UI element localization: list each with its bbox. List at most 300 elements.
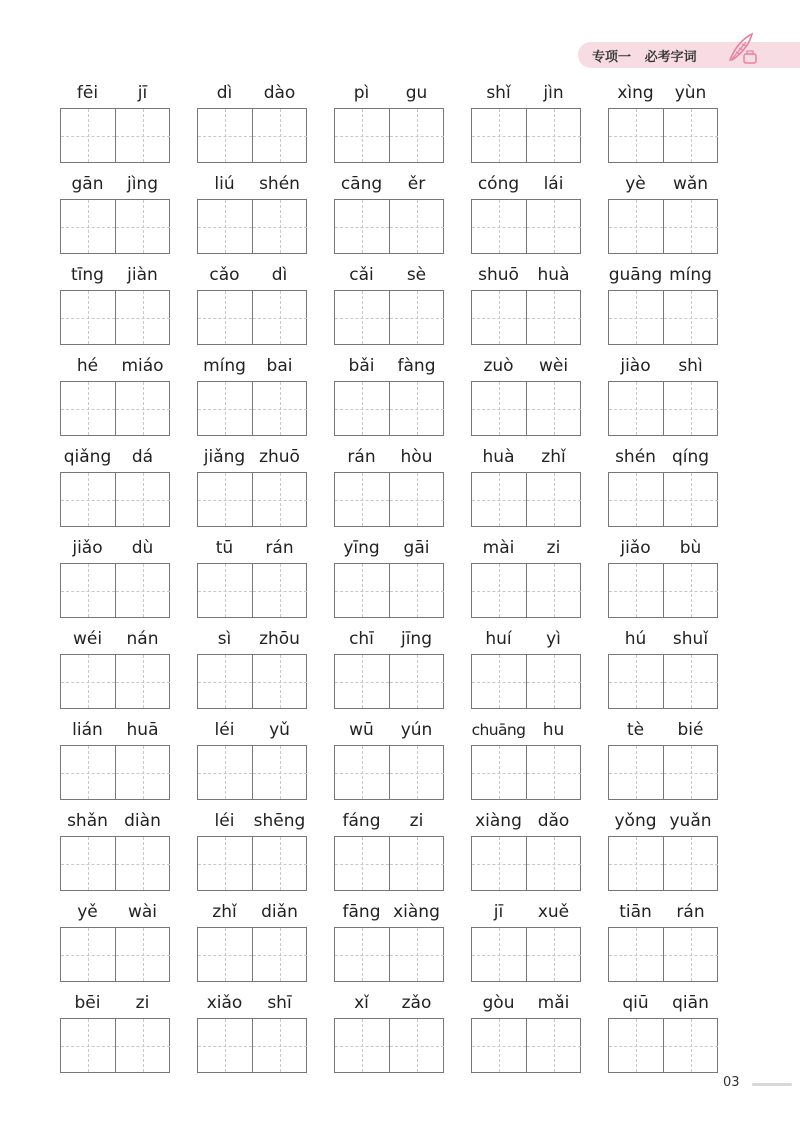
word-item xyxy=(197,717,307,808)
guide-line-horizontal xyxy=(198,864,252,865)
character-cell[interactable] xyxy=(472,928,527,981)
character-cell[interactable] xyxy=(61,928,116,981)
writing-box xyxy=(334,1018,444,1073)
guide-line-horizontal xyxy=(253,773,307,774)
writing-box xyxy=(608,654,718,709)
word-item xyxy=(334,626,444,717)
word-row xyxy=(60,262,730,353)
writing-box xyxy=(471,836,581,891)
writing-box xyxy=(60,472,170,527)
character-cell[interactable] xyxy=(116,382,170,435)
word-item xyxy=(608,899,718,990)
character-cell[interactable] xyxy=(527,928,581,981)
writing-box xyxy=(60,745,170,800)
guide-line-horizontal xyxy=(527,500,581,501)
character-cell[interactable] xyxy=(253,928,307,981)
guide-line-horizontal xyxy=(472,591,526,592)
guide-line-horizontal xyxy=(253,955,307,956)
word-item xyxy=(608,262,718,353)
character-cell[interactable] xyxy=(198,928,253,981)
guide-line-horizontal xyxy=(198,318,252,319)
word-item xyxy=(60,535,170,626)
pinyin-label: yuǎn xyxy=(669,811,712,831)
guide-line-horizontal xyxy=(609,864,663,865)
character-cell[interactable] xyxy=(116,928,170,981)
writing-box xyxy=(197,472,307,527)
guide-line-horizontal xyxy=(527,318,581,319)
guide-line-horizontal xyxy=(61,136,115,137)
writing-box xyxy=(608,108,718,163)
character-cell[interactable] xyxy=(116,109,170,162)
pinyin-label: shī xyxy=(267,993,292,1013)
character-cell[interactable] xyxy=(253,109,307,162)
character-cell[interactable] xyxy=(335,473,390,526)
pinyin-label: jiǎng xyxy=(203,447,246,467)
character-cell[interactable] xyxy=(664,655,718,708)
pinyin-label: dù xyxy=(131,538,154,558)
guide-line-horizontal xyxy=(61,864,115,865)
guide-line-horizontal xyxy=(335,864,389,865)
pinyin-label: hú xyxy=(624,629,647,649)
guide-line-horizontal xyxy=(527,227,581,228)
word-item xyxy=(60,80,170,171)
pinyin-label: jiàn xyxy=(127,265,158,285)
guide-line-horizontal xyxy=(253,1046,307,1047)
word-item xyxy=(197,626,307,717)
word-item xyxy=(60,899,170,990)
character-cell[interactable] xyxy=(61,109,116,162)
guide-line-horizontal xyxy=(335,955,389,956)
guide-line-horizontal xyxy=(472,1046,526,1047)
character-cell[interactable] xyxy=(253,655,307,708)
pinyin-label: bai xyxy=(266,356,293,376)
character-cell[interactable] xyxy=(527,1019,581,1072)
pinyin-label: xǐ xyxy=(354,993,369,1013)
guide-line-horizontal xyxy=(253,682,307,683)
word-item xyxy=(197,899,307,990)
word-item xyxy=(197,353,307,444)
writing-box xyxy=(608,1018,718,1073)
writing-box xyxy=(60,654,170,709)
character-cell[interactable] xyxy=(527,473,581,526)
pinyin-label: jìn xyxy=(543,83,564,103)
guide-line-horizontal xyxy=(609,682,663,683)
character-cell[interactable] xyxy=(198,746,253,799)
pinyin-label: huā xyxy=(126,720,159,740)
guide-line-horizontal xyxy=(472,864,526,865)
character-cell[interactable] xyxy=(335,1019,390,1072)
guide-line-horizontal xyxy=(198,136,252,137)
character-cell[interactable] xyxy=(609,655,664,708)
guide-line-horizontal xyxy=(116,1046,170,1047)
character-cell[interactable] xyxy=(527,291,581,344)
character-cell[interactable] xyxy=(390,200,444,253)
writing-box xyxy=(471,927,581,982)
guide-line-horizontal xyxy=(61,318,115,319)
character-cell[interactable] xyxy=(472,564,527,617)
character-cell[interactable] xyxy=(664,109,718,162)
pinyin-label: nán xyxy=(126,629,159,649)
pinyin-label: zi xyxy=(409,811,424,831)
character-cell[interactable] xyxy=(198,655,253,708)
character-cell[interactable] xyxy=(253,291,307,344)
character-cell[interactable] xyxy=(527,382,581,435)
pinyin-label: jìng xyxy=(126,174,158,194)
character-cell[interactable] xyxy=(390,382,444,435)
character-cell[interactable] xyxy=(61,837,116,890)
character-cell[interactable] xyxy=(335,200,390,253)
writing-box xyxy=(197,654,307,709)
character-cell[interactable] xyxy=(335,109,390,162)
character-cell[interactable] xyxy=(390,746,444,799)
guide-line-horizontal xyxy=(664,1046,718,1047)
guide-line-horizontal xyxy=(61,409,115,410)
writing-box xyxy=(608,199,718,254)
guide-line-horizontal xyxy=(61,1046,115,1047)
character-cell[interactable] xyxy=(390,564,444,617)
guide-line-horizontal xyxy=(609,955,663,956)
guide-line-horizontal xyxy=(116,318,170,319)
guide-line-horizontal xyxy=(253,591,307,592)
guide-line-horizontal xyxy=(198,682,252,683)
pinyin-label: míng xyxy=(669,265,712,285)
character-cell[interactable] xyxy=(527,655,581,708)
character-cell[interactable] xyxy=(527,564,581,617)
character-cell[interactable] xyxy=(116,200,170,253)
pinyin-label: zhǐ xyxy=(541,447,566,467)
pinyin-label: shì xyxy=(678,356,703,376)
pinyin-label: dào xyxy=(263,83,296,103)
character-cell[interactable] xyxy=(527,200,581,253)
character-cell[interactable] xyxy=(61,655,116,708)
pinyin-label: hu xyxy=(542,720,565,740)
character-cell[interactable] xyxy=(390,837,444,890)
character-cell[interactable] xyxy=(116,837,170,890)
pinyin-label: wū xyxy=(349,720,374,740)
character-cell[interactable] xyxy=(116,746,170,799)
character-cell[interactable] xyxy=(335,655,390,708)
guide-line-horizontal xyxy=(61,773,115,774)
character-cell[interactable] xyxy=(253,837,307,890)
character-cell[interactable] xyxy=(198,109,253,162)
guide-line-horizontal xyxy=(472,227,526,228)
pinyin-label: jiǎo xyxy=(72,538,103,558)
character-cell[interactable] xyxy=(335,382,390,435)
writing-box xyxy=(608,381,718,436)
character-cell[interactable] xyxy=(609,928,664,981)
pinyin-label: bēi xyxy=(74,993,101,1013)
pinyin-label: qiū xyxy=(622,993,649,1013)
guide-line-horizontal xyxy=(390,500,444,501)
word-item xyxy=(608,80,718,171)
guide-line-horizontal xyxy=(664,227,718,228)
writing-box xyxy=(608,745,718,800)
guide-line-horizontal xyxy=(472,955,526,956)
guide-line-horizontal xyxy=(390,409,444,410)
guide-line-horizontal xyxy=(335,773,389,774)
guide-line-horizontal xyxy=(609,773,663,774)
pinyin-label: dì xyxy=(271,265,288,285)
pinyin-label: zhǐ xyxy=(212,902,237,922)
pinyin-label: wèi xyxy=(538,356,569,376)
character-cell[interactable] xyxy=(116,473,170,526)
character-cell[interactable] xyxy=(335,837,390,890)
pinyin-label: shuō xyxy=(478,265,519,285)
character-cell[interactable] xyxy=(472,109,527,162)
word-row xyxy=(60,80,730,171)
guide-line-horizontal xyxy=(527,682,581,683)
page-number: 03 xyxy=(723,1075,740,1090)
pinyin-label: hé xyxy=(76,356,99,376)
writing-box xyxy=(197,199,307,254)
writing-box xyxy=(60,836,170,891)
character-cell[interactable] xyxy=(609,200,664,253)
character-cell[interactable] xyxy=(472,291,527,344)
character-cell[interactable] xyxy=(664,746,718,799)
character-cell[interactable] xyxy=(664,928,718,981)
writing-box xyxy=(608,472,718,527)
page-header xyxy=(592,46,697,65)
pinyin-label: lián xyxy=(72,720,103,740)
character-cell[interactable] xyxy=(664,200,718,253)
character-cell[interactable] xyxy=(609,109,664,162)
word-item xyxy=(471,626,581,717)
character-cell[interactable] xyxy=(116,291,170,344)
character-cell[interactable] xyxy=(472,200,527,253)
pinyin-label: sè xyxy=(406,265,427,285)
character-cell[interactable] xyxy=(390,655,444,708)
guide-line-horizontal xyxy=(335,227,389,228)
pinyin-label: jī xyxy=(493,902,504,922)
character-cell[interactable] xyxy=(664,1019,718,1072)
writing-box xyxy=(60,927,170,982)
character-cell[interactable] xyxy=(253,473,307,526)
character-cell[interactable] xyxy=(253,746,307,799)
pinyin-label: rán xyxy=(347,447,376,467)
guide-line-horizontal xyxy=(609,227,663,228)
word-item xyxy=(197,171,307,262)
pinyin-label: chuāng xyxy=(471,721,526,739)
writing-box xyxy=(197,108,307,163)
character-cell[interactable] xyxy=(472,1019,527,1072)
pinyin-label: gu xyxy=(405,83,428,103)
guide-line-horizontal xyxy=(253,409,307,410)
pinyin-label: jiào xyxy=(620,356,651,376)
guide-line-horizontal xyxy=(198,1046,252,1047)
word-item xyxy=(334,444,444,535)
character-cell[interactable] xyxy=(664,473,718,526)
pinyin-label: fàng xyxy=(397,356,436,376)
pinyin-label: zhuō xyxy=(259,447,300,467)
character-cell[interactable] xyxy=(390,109,444,162)
character-cell[interactable] xyxy=(527,837,581,890)
character-cell[interactable] xyxy=(61,382,116,435)
guide-line-horizontal xyxy=(390,227,444,228)
character-cell[interactable] xyxy=(61,473,116,526)
writing-box xyxy=(608,290,718,345)
pinyin-label: yīng xyxy=(343,538,380,558)
word-item xyxy=(471,899,581,990)
character-cell[interactable] xyxy=(198,200,253,253)
guide-line-horizontal xyxy=(116,773,170,774)
character-cell[interactable] xyxy=(472,837,527,890)
character-cell[interactable] xyxy=(335,291,390,344)
pinyin-label: shuǐ xyxy=(672,629,709,649)
character-cell[interactable] xyxy=(664,564,718,617)
section-label: 专项一 xyxy=(592,50,632,65)
pinyin-label: wǎn xyxy=(672,174,709,194)
pinyin-label: yǒng xyxy=(614,811,657,831)
character-cell[interactable] xyxy=(664,291,718,344)
pinyin-label: pì xyxy=(353,83,370,103)
writing-box xyxy=(197,927,307,982)
character-cell[interactable] xyxy=(253,382,307,435)
word-item xyxy=(471,444,581,535)
word-item xyxy=(334,80,444,171)
guide-line-horizontal xyxy=(664,955,718,956)
guide-line-horizontal xyxy=(253,500,307,501)
character-cell[interactable] xyxy=(116,1019,170,1072)
word-item xyxy=(334,353,444,444)
character-cell[interactable] xyxy=(664,382,718,435)
character-cell[interactable] xyxy=(253,200,307,253)
character-cell[interactable] xyxy=(390,1019,444,1072)
pinyin-label: yě xyxy=(77,902,98,922)
word-item xyxy=(471,990,581,1081)
character-cell[interactable] xyxy=(61,291,116,344)
pinyin-label: xiàng xyxy=(475,811,522,831)
character-cell[interactable] xyxy=(390,291,444,344)
word-item xyxy=(60,808,170,899)
guide-line-horizontal xyxy=(527,409,581,410)
word-item xyxy=(60,444,170,535)
pinyin-label: cǎi xyxy=(349,265,374,285)
character-cell[interactable] xyxy=(472,655,527,708)
word-row xyxy=(60,808,730,899)
character-cell[interactable] xyxy=(527,746,581,799)
guide-line-horizontal xyxy=(390,318,444,319)
character-cell[interactable] xyxy=(609,837,664,890)
guide-line-horizontal xyxy=(198,773,252,774)
guide-line-horizontal xyxy=(116,409,170,410)
guide-line-horizontal xyxy=(609,1046,663,1047)
writing-box xyxy=(471,290,581,345)
character-cell[interactable] xyxy=(527,109,581,162)
pinyin-label: tiān xyxy=(619,902,652,922)
character-cell[interactable] xyxy=(609,382,664,435)
guide-line-horizontal xyxy=(390,864,444,865)
guide-line-horizontal xyxy=(116,864,170,865)
character-cell[interactable] xyxy=(609,564,664,617)
character-cell[interactable] xyxy=(198,473,253,526)
word-item xyxy=(60,717,170,808)
word-item xyxy=(60,171,170,262)
writing-box xyxy=(197,563,307,618)
character-cell[interactable] xyxy=(472,382,527,435)
pinyin-label: miáo xyxy=(121,356,164,376)
guide-line-horizontal xyxy=(664,409,718,410)
character-cell[interactable] xyxy=(335,564,390,617)
guide-line-horizontal xyxy=(253,136,307,137)
pinyin-label: shǎn xyxy=(67,811,108,831)
guide-line-horizontal xyxy=(472,773,526,774)
page-number-bar xyxy=(752,1083,792,1086)
guide-line-horizontal xyxy=(527,955,581,956)
character-cell[interactable] xyxy=(61,200,116,253)
character-cell[interactable] xyxy=(61,1019,116,1072)
word-item xyxy=(334,717,444,808)
writing-box xyxy=(608,836,718,891)
pinyin-label: yún xyxy=(400,720,433,740)
pinyin-label: rán xyxy=(676,902,705,922)
character-cell[interactable] xyxy=(390,928,444,981)
word-item xyxy=(60,990,170,1081)
pinyin-label: zǎo xyxy=(401,993,432,1013)
pinyin-label: yè xyxy=(625,174,646,194)
word-item xyxy=(608,444,718,535)
pinyin-label: qíng xyxy=(671,447,710,467)
pinyin-label: jīng xyxy=(400,629,432,649)
guide-line-horizontal xyxy=(609,591,663,592)
character-cell[interactable] xyxy=(116,655,170,708)
writing-box xyxy=(197,381,307,436)
character-cell[interactable] xyxy=(472,473,527,526)
character-cell[interactable] xyxy=(198,291,253,344)
word-item xyxy=(471,717,581,808)
guide-line-horizontal xyxy=(61,500,115,501)
guide-line-horizontal xyxy=(664,864,718,865)
pinyin-label: míng xyxy=(203,356,246,376)
pinyin-label: huà xyxy=(482,447,515,467)
pinyin-label: zhōu xyxy=(259,629,300,649)
character-cell[interactable] xyxy=(198,382,253,435)
character-cell[interactable] xyxy=(253,564,307,617)
character-cell[interactable] xyxy=(116,564,170,617)
character-cell[interactable] xyxy=(609,473,664,526)
word-item xyxy=(334,899,444,990)
character-cell[interactable] xyxy=(609,1019,664,1072)
character-cell[interactable] xyxy=(609,291,664,344)
word-item xyxy=(471,262,581,353)
guide-line-horizontal xyxy=(664,500,718,501)
writing-box xyxy=(471,199,581,254)
character-cell[interactable] xyxy=(61,564,116,617)
character-cell[interactable] xyxy=(664,837,718,890)
character-cell[interactable] xyxy=(335,746,390,799)
character-cell[interactable] xyxy=(198,837,253,890)
character-cell[interactable] xyxy=(335,928,390,981)
character-cell[interactable] xyxy=(253,1019,307,1072)
character-cell[interactable] xyxy=(609,746,664,799)
word-item xyxy=(197,535,307,626)
writing-box xyxy=(60,199,170,254)
word-item xyxy=(60,626,170,717)
pinyin-label: xìng xyxy=(617,83,654,103)
writing-box xyxy=(60,290,170,345)
word-item xyxy=(608,990,718,1081)
character-cell[interactable] xyxy=(198,1019,253,1072)
pinyin-label: xiàng xyxy=(393,902,440,922)
character-cell[interactable] xyxy=(198,564,253,617)
character-cell[interactable] xyxy=(472,746,527,799)
feather-ink-icon xyxy=(724,30,760,66)
word-item xyxy=(197,444,307,535)
guide-line-horizontal xyxy=(609,500,663,501)
character-cell[interactable] xyxy=(61,746,116,799)
character-cell[interactable] xyxy=(390,473,444,526)
pinyin-label: liú xyxy=(214,174,235,194)
guide-line-horizontal xyxy=(335,136,389,137)
